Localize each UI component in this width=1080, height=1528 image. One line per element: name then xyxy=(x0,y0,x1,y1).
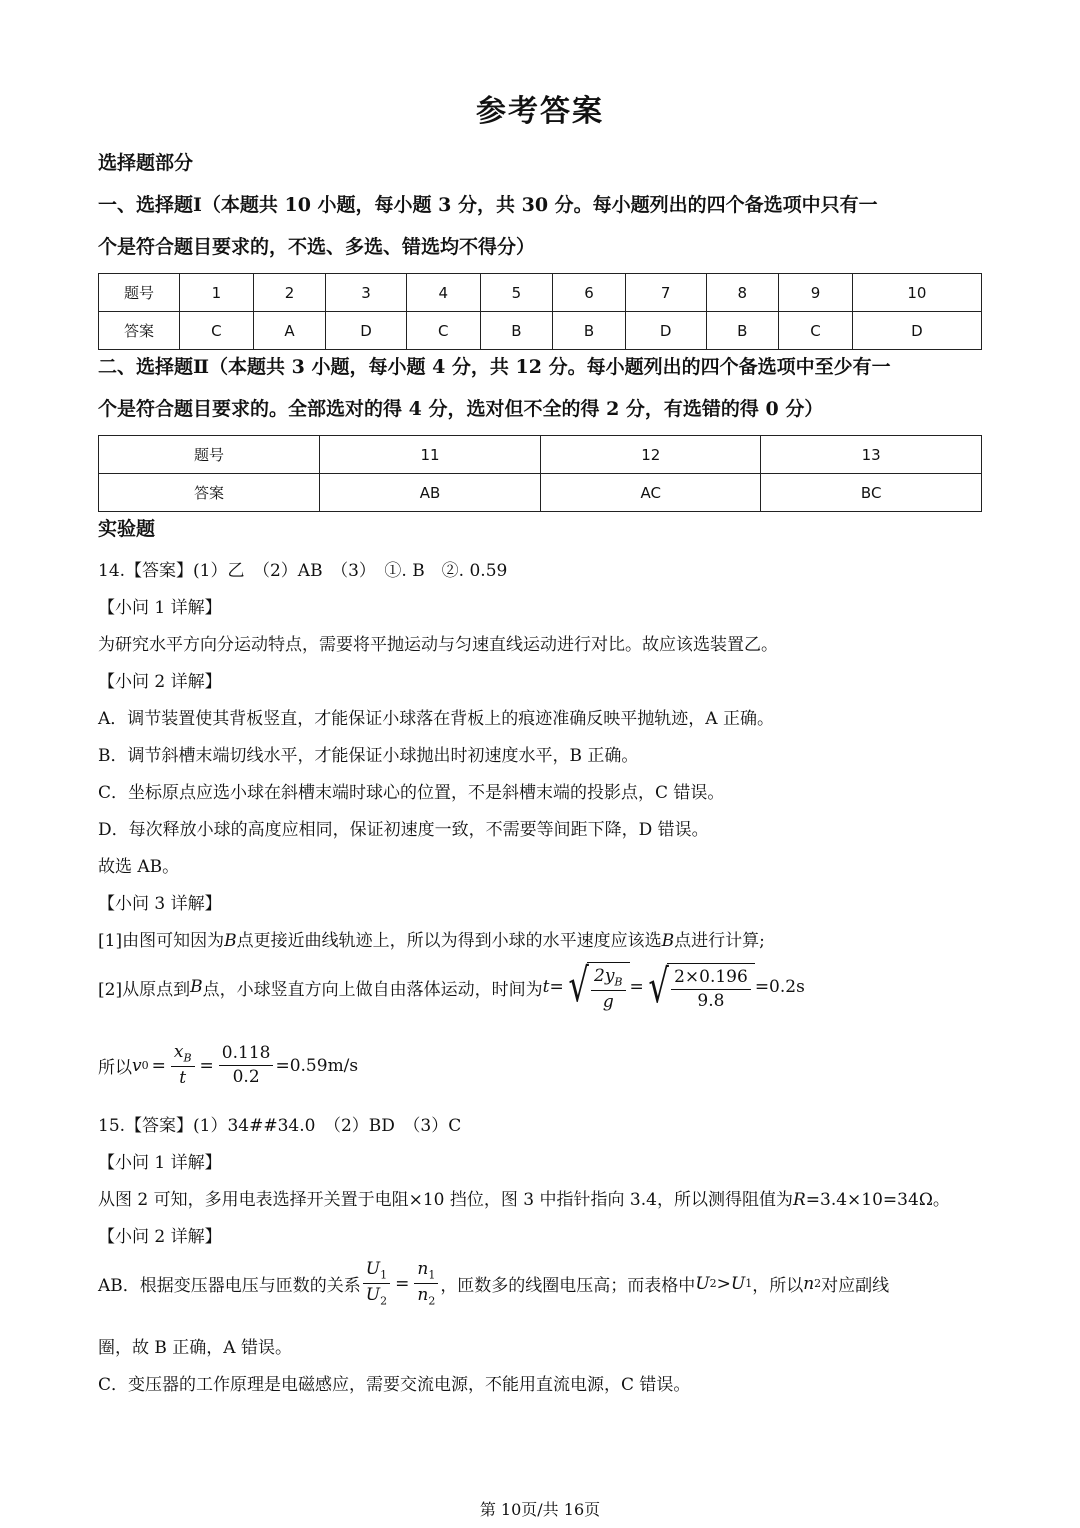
text: [1]由图可知因为 xyxy=(98,931,225,951)
denominator: g xyxy=(602,992,614,1013)
text: AB．根据变压器电压与匝数的关系 xyxy=(98,1276,361,1297)
q14-sub3-line1 xyxy=(98,926,765,951)
q15-sub1-text xyxy=(98,1185,950,1210)
answer-table-1 xyxy=(98,273,982,350)
denominator: t xyxy=(179,1068,187,1089)
table-cell: A xyxy=(253,312,325,350)
fraction xyxy=(219,1044,274,1086)
table-row xyxy=(99,474,982,512)
subscript: B xyxy=(614,975,623,989)
table-cell: 10 xyxy=(852,274,981,312)
table-row xyxy=(99,312,982,350)
q15-sub2-option-c: C．变压器的工作原理是电磁感应，需要交流电源，不能用直流电源，C 错误。 xyxy=(98,1375,691,1395)
table-cell: BC xyxy=(761,474,982,512)
q15-sub1-label: 【小问 1 详解】 xyxy=(98,1153,222,1173)
subscript: 2 xyxy=(380,1294,388,1308)
sqrt-expression xyxy=(644,959,755,1014)
table-cell: 2 xyxy=(253,274,325,312)
fraction xyxy=(591,967,626,1012)
text: 点更接近曲线轨迹上，所以为得到小球的水平速度应该选 xyxy=(236,931,662,951)
denominator: 9.8 xyxy=(697,991,725,1012)
q14-sub1-text: 为研究水平方向分运动特点，需要将平抛运动与匀速直线运动进行对比。故应该选装置乙。 xyxy=(98,635,778,655)
table-cell: C xyxy=(180,312,254,350)
numerator: n xyxy=(417,1259,429,1279)
text: 所以 xyxy=(98,1058,132,1079)
q14-sub2-option-d: D．每次释放小球的高度应相同，保证初速度一致，不需要等间距下降，D 错误。 xyxy=(98,820,709,840)
part1-heading-line1: 一、选择题Ⅰ（本题共 10 小题，每小题 3 分，共 30 分。每小题列出的四个备选项中只有一 xyxy=(98,194,878,216)
q14-sub3-label: 【小问 3 详解】 xyxy=(98,894,222,914)
subscript: 1 xyxy=(428,1268,436,1282)
fraction xyxy=(414,1260,438,1308)
q14-sub2-label: 【小问 2 详解】 xyxy=(98,672,222,692)
subscript: B xyxy=(183,1051,192,1065)
table-cell: D xyxy=(852,312,981,350)
table-cell: 11 xyxy=(320,436,541,474)
table-cell: 9 xyxy=(779,274,853,312)
equals-sign: = xyxy=(629,977,644,998)
answer-table-2 xyxy=(98,435,982,512)
variable: >U xyxy=(716,1273,746,1294)
radical-sign: √ xyxy=(568,958,589,1012)
equals-sign: = xyxy=(151,1055,166,1076)
table-row xyxy=(99,436,982,474)
text: 点，小球竖直方向上做自由落体运动，时间为 xyxy=(202,979,543,1000)
table-cell: 13 xyxy=(761,436,982,474)
subscript: 0 xyxy=(141,1059,149,1073)
fraction xyxy=(671,968,751,1010)
text: 点进行计算; xyxy=(674,931,765,951)
q15-sub2-label: 【小问 2 详解】 xyxy=(98,1227,222,1247)
row-label-number: 题号 xyxy=(99,274,180,312)
q14-sub2-conclusion: 故选 AB。 xyxy=(98,857,180,877)
sqrt-expression xyxy=(564,958,630,1013)
section-choice-heading: 选择题部分 xyxy=(98,152,194,174)
variable: n xyxy=(803,1273,815,1294)
table-cell: 7 xyxy=(625,274,706,312)
equals-sign: = xyxy=(549,977,564,998)
text: ，匝数多的线圈电压高；而表格中 xyxy=(440,1276,696,1297)
table-cell: C xyxy=(779,312,853,350)
part2-heading-line1: 二、选择题Ⅱ（本题共 3 小题，每小题 4 分，共 12 分。每小题列出的四个备选项中至少有一 xyxy=(98,356,891,378)
q15-sub2-ab-line1 xyxy=(98,1260,889,1308)
q14-sub3-line2 xyxy=(98,958,805,1014)
text: ，所以 xyxy=(752,1276,804,1297)
variable: R xyxy=(792,1190,806,1210)
subscript: 2 xyxy=(709,1277,717,1291)
table-cell: B xyxy=(706,312,779,350)
table-cell: 8 xyxy=(706,274,779,312)
row-label-number: 题号 xyxy=(99,436,320,474)
variable: B xyxy=(661,931,675,951)
result: =0.2s xyxy=(754,977,805,998)
variable: U xyxy=(695,1273,710,1294)
denominator: n xyxy=(417,1285,429,1306)
variable: t xyxy=(542,977,550,998)
q14-sub2-option-a: A．调节装置使其背板竖直，才能保证小球落在背板上的痕迹准确反映平抛轨迹，A 正确。 xyxy=(98,709,774,729)
table-cell: 6 xyxy=(553,274,626,312)
q14-sub2-option-c: C．坐标原点应选小球在斜槽末端时球心的位置，不是斜槽末端的投影点，C 错误。 xyxy=(98,783,725,803)
equals-sign: = xyxy=(199,1055,214,1076)
text: 对应副线 xyxy=(821,1276,890,1297)
page-footer: 第 10页/共 16页 xyxy=(479,1500,601,1519)
table-cell: B xyxy=(480,312,553,350)
fraction xyxy=(171,1043,195,1088)
equals-sign: = xyxy=(395,1273,410,1294)
numerator: U xyxy=(365,1259,381,1279)
numerator: x xyxy=(173,1042,184,1062)
denominator: U xyxy=(365,1285,381,1306)
table-cell: 3 xyxy=(326,274,407,312)
table-cell: 5 xyxy=(480,274,553,312)
table-row xyxy=(99,274,982,312)
table-cell: 12 xyxy=(541,436,761,474)
variable: v xyxy=(132,1055,142,1076)
table-cell: 4 xyxy=(406,274,480,312)
result: =0.59m/s xyxy=(275,1055,359,1076)
table-cell: AB xyxy=(320,474,541,512)
table-cell: 1 xyxy=(180,274,254,312)
numerator: 0.118 xyxy=(219,1044,274,1066)
part1-heading-line2: 个是符合题目要求的，不选、多选、错选均不得分） xyxy=(98,236,536,258)
text: 从图 2 可知，多用电表选择开关置于电阻×10 挡位，图 3 中指针指向 3.4，所以测得阻值为 xyxy=(98,1190,793,1210)
text: =3.4×10=34Ω。 xyxy=(805,1190,950,1210)
text: [2]从原点到 xyxy=(98,979,191,1000)
q15-sub2-ab-line2: 圈，故 B 正确，A 错误。 xyxy=(98,1338,292,1358)
table-cell: D xyxy=(326,312,407,350)
page-title: 参考答案 xyxy=(476,94,604,129)
subscript: 2 xyxy=(814,1277,822,1291)
q14-sub1-label: 【小问 1 详解】 xyxy=(98,598,222,618)
row-label-answer: 答案 xyxy=(99,474,320,512)
part2-heading-line2: 个是符合题目要求的。全部选对的得 4 分，选对但不全的得 2 分，有选错的得 0 分） xyxy=(98,398,824,420)
radical-sign: √ xyxy=(648,959,669,1014)
table-cell: B xyxy=(553,312,626,350)
section-experiment-heading: 实验题 xyxy=(98,518,156,540)
subscript: 1 xyxy=(380,1268,388,1282)
fraction xyxy=(363,1260,390,1308)
row-label-answer: 答案 xyxy=(99,312,180,350)
q15-answer: 15.【答案】(1）34##34.0 （2）BD （3）C xyxy=(98,1116,462,1136)
variable: B xyxy=(190,977,203,998)
numerator: 2y xyxy=(594,966,615,986)
numerator: 2×0.196 xyxy=(671,968,751,990)
denominator: 0.2 xyxy=(232,1067,260,1088)
q14-sub2-option-b: B．调节斜槽末端切线水平，才能保证小球抛出时初速度水平，B 正确。 xyxy=(98,746,639,766)
variable: B xyxy=(224,931,237,951)
subscript: 1 xyxy=(745,1277,753,1291)
subscript: 2 xyxy=(428,1294,436,1308)
q14-answer: 14.【答案】(1）乙 （2）AB （3） ①. B ②. 0.59 xyxy=(98,561,508,581)
table-cell: AC xyxy=(541,474,761,512)
table-cell: D xyxy=(625,312,706,350)
q14-sub3-line3 xyxy=(98,1043,358,1088)
table-cell: C xyxy=(406,312,480,350)
